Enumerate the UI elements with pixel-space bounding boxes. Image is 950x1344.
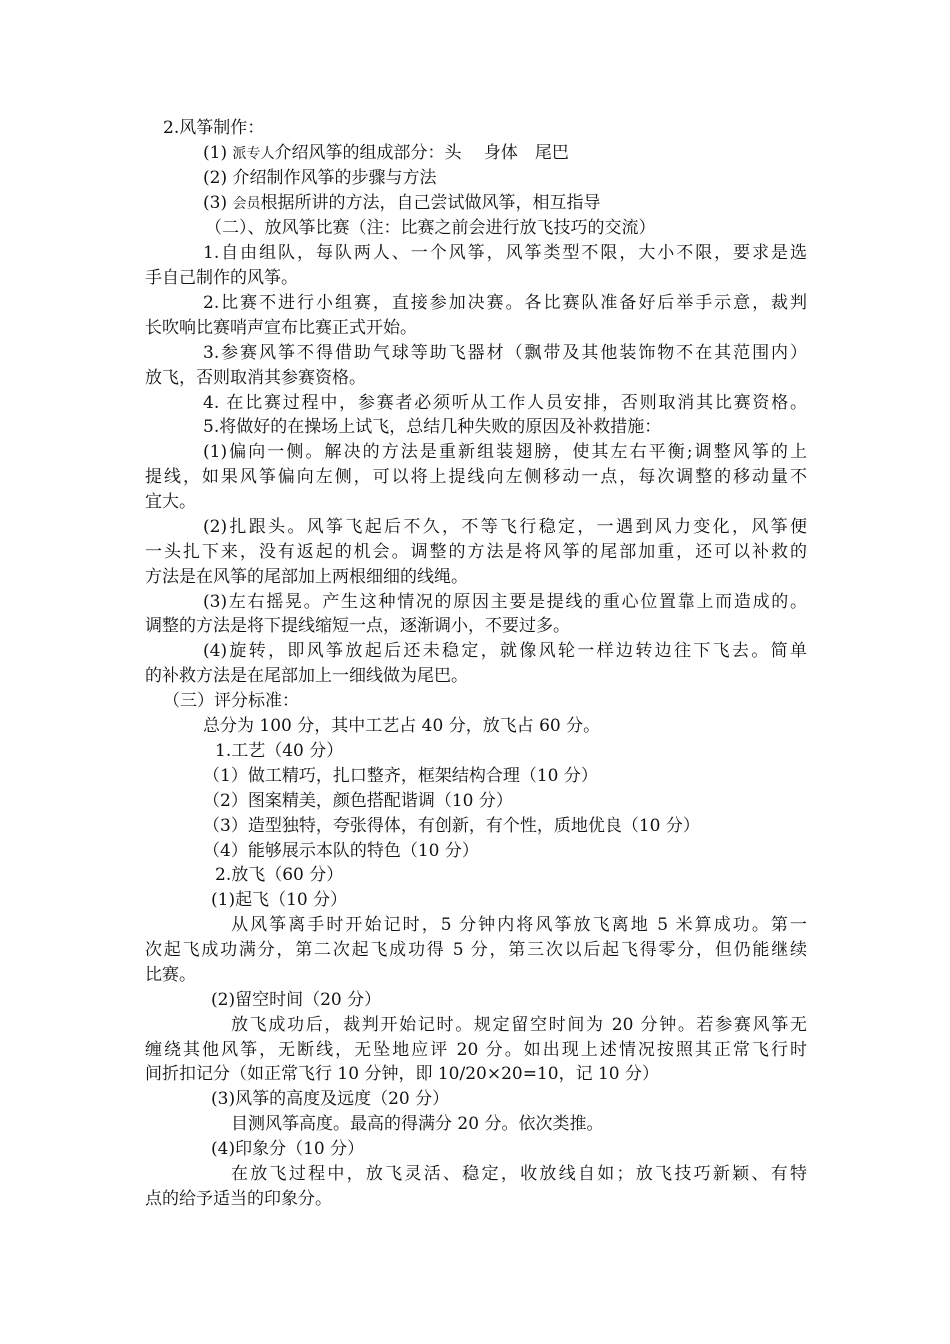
item-number: (1) [203, 143, 228, 163]
paragraph-line: (2)扎跟头。风筝飞起后不久，不等飞行稳定，一遇到风力变化，风筝便 [203, 517, 807, 537]
paragraph-line: 次起飞成功满分，第二次起飞成功得 5 分，第三次以后起飞得零分，但仍能继续 [145, 940, 807, 960]
paragraph-line: 的补救方法是在尾部加上一细线做为尾巴。 [145, 666, 468, 686]
list-item [203, 141, 865, 166]
list-item: (2) 介绍制作风筝的步骤与方法 [203, 168, 437, 188]
paragraph-line: 放飞，否则取消其参赛资格。 [145, 368, 366, 388]
paragraph-line: 5.将做好的在操场上试飞，总结几种失败的原因及补救措施： [203, 417, 662, 437]
paragraph-line: 比赛。 [145, 965, 196, 985]
paragraph-line: 2.比赛不进行小组赛，直接参加决赛。各比赛队准备好后举手示意，裁判 [203, 293, 807, 313]
paragraph-line: 1.自由组队，每队两人、一个风筝，风筝类型不限，大小不限，要求是选 [203, 243, 807, 263]
subsection-title: (3)风筝的高度及远度（20 分） [211, 1089, 450, 1109]
paragraph-line: 在放飞过程中，放飞灵活、稳定，收放线自如；放飞技巧新颖、有特 [231, 1164, 807, 1184]
list-item: （3）造型独特，夸张得体，有创新，有个性，质地优良（10 分） [203, 816, 700, 836]
paragraph-line: 调整的方法是将下提线缩短一点，逐渐调小，不要过多。 [145, 616, 570, 636]
section-heading-kite-contest: （二）、放风筝比赛（注：比赛之前会进行放飞技巧的交流） [205, 218, 656, 238]
subsection-title: (1)起飞（10 分） [211, 890, 348, 910]
list-item: （1）做工精巧，扎口整齐，框架结构合理（10 分） [203, 766, 598, 786]
list-item [203, 191, 865, 216]
paragraph-line: 3.参赛风筝不得借助气球等助飞器材（飘带及其他装饰物不在其范围内） [203, 343, 807, 363]
subsection-title: 2.放飞（60 分） [215, 865, 344, 885]
paragraph-line: 间折扣记分（如正常飞行 10 分钟，即 10/20×20=10，记 10 分） [145, 1064, 660, 1084]
item-text: 根据所讲的方法，自己尝试做风筝，相互指导 [260, 193, 601, 213]
paragraph-line: 方法是在风筝的尾部加上两根细细的线绳。 [145, 567, 468, 587]
subsection-title: (4)印象分（10 分） [211, 1139, 365, 1159]
item-number: (3) [203, 193, 228, 213]
paragraph-line: 提线，如果风筝偏向左侧，可以将上提线向左侧移动一点，每次调整的移动量不 [145, 467, 807, 487]
paragraph-line: 点的给予适当的印象分。 [145, 1189, 332, 1209]
paragraph-line: 4. 在比赛过程中，参赛者必须听从工作人员安排，否则取消其比赛资格。 [203, 393, 807, 413]
paragraph-line: (4)旋转，即风筝放起后还未稳定，就像风轮一样边转边往下飞去。简单 [203, 641, 807, 661]
section-heading-scoring: （三）评分标准： [163, 691, 299, 711]
subsection-title: 1.工艺（40 分） [215, 741, 344, 761]
list-item: （4）能够展示本队的特色（10 分） [203, 841, 479, 861]
paragraph-line: 目测风筝高度。最高的得满分 20 分。依次类推。 [231, 1114, 604, 1134]
item-lead: 会员 [232, 196, 261, 212]
paragraph-line: 一头扎下来，没有返起的机会。调整的方法是将风筝的尾部加重，还可以补救的 [145, 542, 807, 562]
paragraph-line: 缠绕其他风筝，无断线，无坠地应评 20 分。如出现上述情况按照其正常飞行时 [145, 1040, 807, 1060]
paragraph-line: 总分为 100 分，其中工艺占 40 分，放飞占 60 分。 [203, 716, 601, 736]
paragraph-line: 手自己制作的风筝。 [145, 268, 298, 288]
paragraph-line: 宜大。 [145, 492, 196, 512]
subsection-title: (2)留空时间（20 分） [211, 990, 382, 1010]
paragraph-line: 从风筝离手时开始记时，5 分钟内将风筝放飞离地 5 米算成功。第一 [231, 915, 807, 935]
section-title-kite-making: 2.风筝制作： [163, 118, 265, 138]
paragraph-line: (1)偏向一侧。解决的方法是重新组装翅膀，使其左右平衡;调整风筝的上 [203, 442, 807, 462]
item-lead: 派专人 [232, 146, 275, 162]
paragraph-line: 放飞成功后，裁判开始记时。规定留空时间为 20 分钟。若参赛风筝无 [231, 1015, 807, 1035]
list-item: （2）图案精美，颜色搭配谐调（10 分） [203, 791, 513, 811]
item-text: 介绍风筝的组成部分：头 身体 尾巴 [274, 143, 569, 163]
paragraph-line: 长吹响比赛哨声宣布比赛正式开始。 [145, 318, 417, 338]
paragraph-line: (3)左右摇晃。产生这种情况的原因主要是提线的重心位置靠上而造成的。 [203, 592, 807, 612]
